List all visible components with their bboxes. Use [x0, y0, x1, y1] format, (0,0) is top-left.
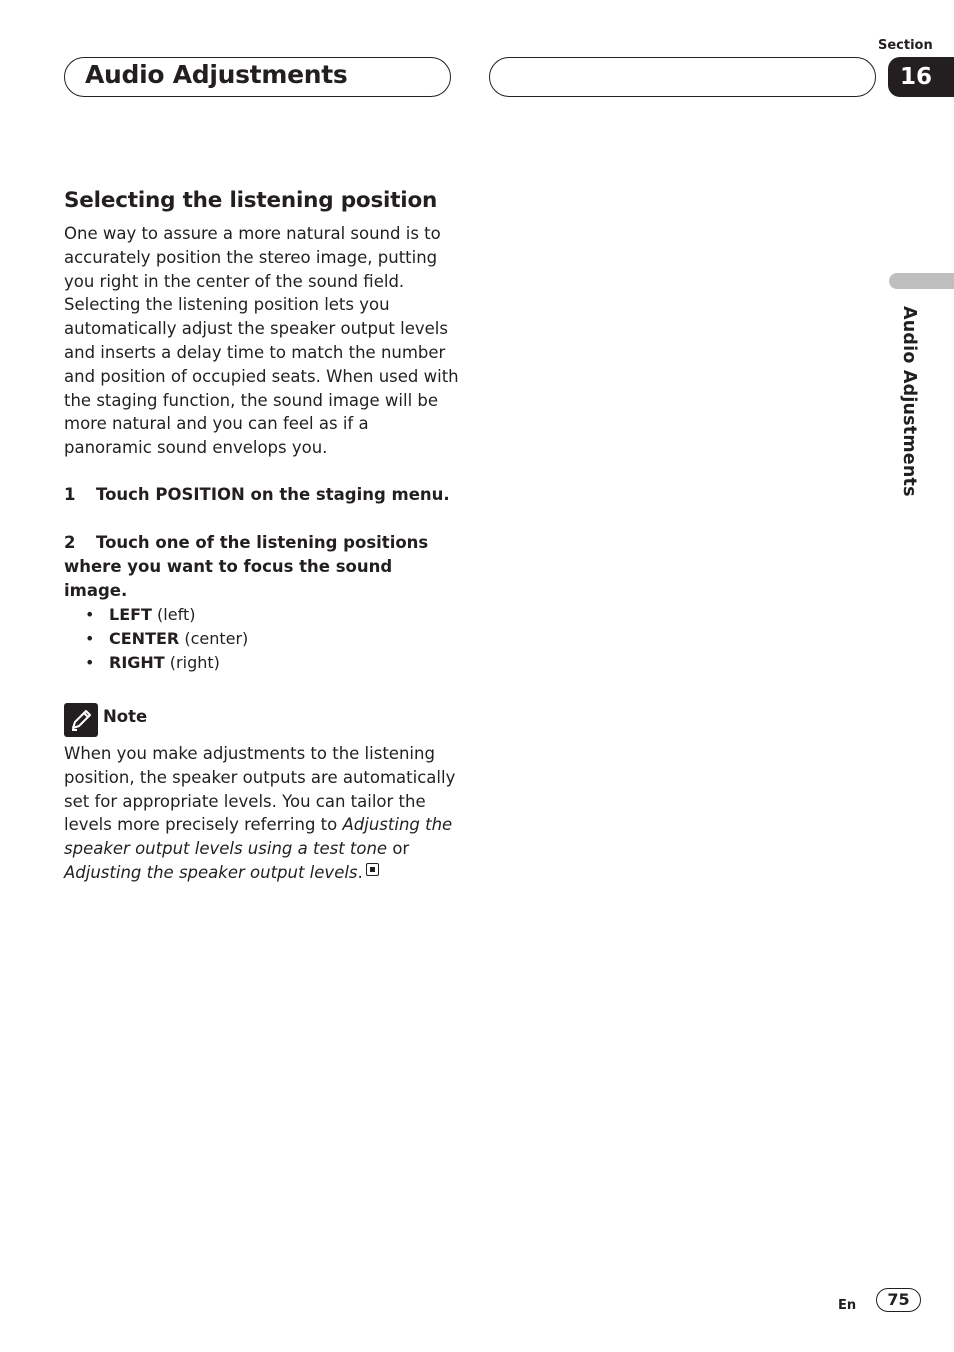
position-options-list	[64, 603, 459, 675]
header-blank-frame	[489, 57, 876, 97]
note-text-part: When you make adjustments to the listening position, the speaker outputs are automatically set for appropriate levels. You can tailor the levels more precisely referring to	[64, 743, 456, 835]
note-text	[64, 742, 459, 885]
end-of-section-icon	[366, 863, 379, 876]
list-item	[85, 651, 459, 675]
option-desc: (left)	[151, 604, 196, 624]
option-name: CENTER	[109, 628, 180, 648]
bullet: •	[85, 652, 95, 672]
section-number-badge: 16	[888, 57, 954, 97]
page-number: 75	[876, 1288, 921, 1312]
note-text-part: .	[357, 862, 363, 882]
note-label: Note	[103, 706, 148, 726]
main-content	[64, 184, 459, 885]
header-title: Audio Adjustments	[85, 60, 348, 89]
header-title-frame	[64, 57, 451, 97]
list-item	[85, 627, 459, 651]
option-name: RIGHT	[109, 652, 165, 672]
footer-language: En	[838, 1298, 857, 1313]
note-pencil-icon	[64, 703, 98, 737]
step-number: 2	[64, 532, 76, 552]
list-item	[85, 603, 459, 627]
step-2	[64, 531, 459, 603]
intro-paragraph: One way to assure a more natural sound is to accurately position the stereo image, putting you right in the center of the sound field. Selecting the listening position lets you automatically adjust the speaker output levels and inserts a delay time to match the number and position of occupied seats. When used with the staging function, the sound image will be more natural and you can feel as if a panoramic sound envelops you.	[64, 224, 459, 458]
option-desc: (center)	[179, 628, 249, 648]
side-section-label: Audio Adjustments	[899, 306, 919, 497]
section-heading: Selecting the listening position	[64, 188, 438, 213]
note-header	[64, 703, 459, 737]
option-name: LEFT	[109, 604, 152, 624]
note-reference: Adjusting the speaker output levels	[64, 862, 358, 882]
section-label: Section	[878, 38, 933, 53]
step-number: 1	[64, 484, 76, 504]
option-desc: (right)	[164, 652, 220, 672]
bullet: •	[85, 628, 95, 648]
bullet: •	[85, 604, 95, 624]
step-text: Touch POSITION on the staging menu.	[96, 484, 450, 504]
step-1	[64, 483, 459, 507]
note-text-part: or	[387, 839, 410, 859]
side-tab-marker	[889, 273, 954, 289]
note-reference: Adjusting the speaker output levels using a test tone	[64, 815, 453, 859]
step-text: Touch one of the listening positions where you want to focus the sound image.	[64, 532, 429, 600]
